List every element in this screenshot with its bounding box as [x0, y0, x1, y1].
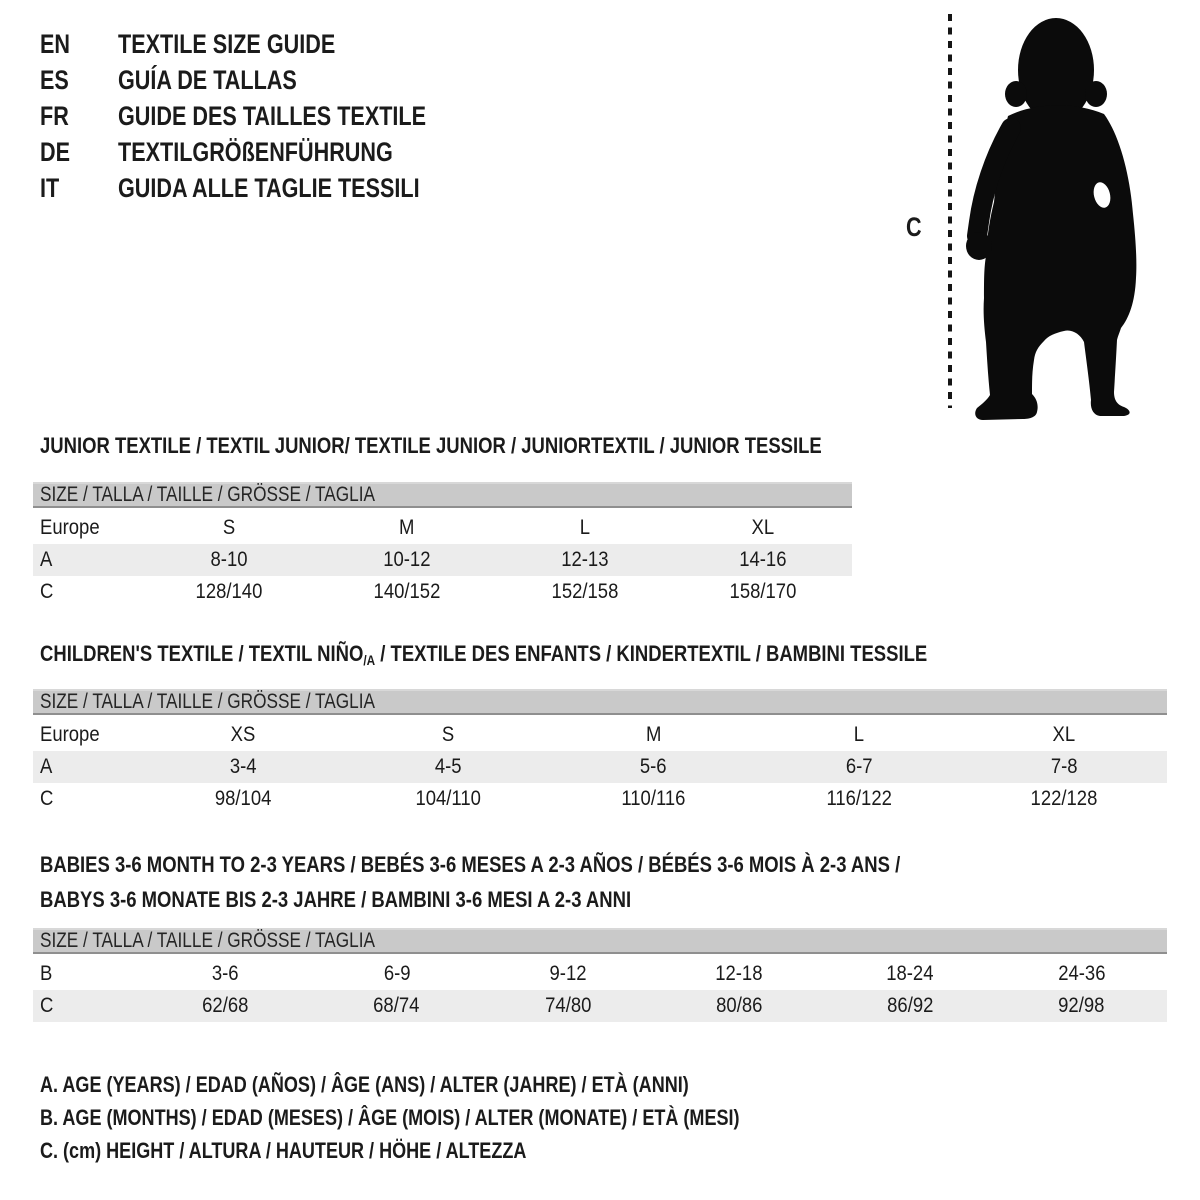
size-cell: 122/128	[1030, 787, 1098, 810]
table-row-height	[33, 990, 1167, 1022]
language-title: GUÍA DE TALLAS	[118, 64, 297, 95]
size-cell: 8-10	[140, 544, 318, 576]
toddler-body	[966, 18, 1136, 420]
size-cell: L	[853, 723, 865, 746]
table-row-age	[33, 751, 1167, 783]
babies-size-table	[33, 928, 1167, 1022]
language-code: FR	[40, 100, 69, 131]
size-cell: 12-18	[715, 962, 763, 985]
size-cell: 12-13	[496, 544, 674, 576]
size-cell: 68/74	[311, 990, 482, 1022]
size-cell: M	[399, 516, 415, 539]
row-label: Europe	[40, 723, 100, 746]
size-cell: 80/86	[653, 990, 824, 1022]
size-cell: 62/68	[140, 990, 311, 1022]
language-title: GUIDE DES TAILLES TEXTILE	[118, 100, 427, 131]
size-cell: 5-6	[551, 751, 756, 783]
size-header-label: SIZE / TALLA / TAILLE / GRÖSSE / TAGLIA	[40, 929, 375, 952]
children-section-title: CHILDREN'S TEXTILE / TEXTIL $NIÑO_{/A}$ / TEXTILE DES ENFANTS / KINDERTEXTIL / BAMBINI TESSILE	[40, 641, 928, 668]
height-measure-label: C	[906, 212, 922, 242]
language-row	[40, 98, 503, 134]
table-row-height	[33, 783, 1167, 815]
size-cell: 104/110	[415, 787, 481, 810]
size-cell: 116/122	[826, 787, 892, 810]
size-cell: 74/80	[482, 990, 653, 1022]
junior-size-table	[33, 482, 852, 608]
size-cell: 7-8	[962, 751, 1167, 783]
language-title: GUIDA ALLE TAGLIE TESSILI	[118, 172, 420, 203]
table-row-europe	[33, 512, 852, 544]
size-cell: 86/92	[825, 990, 996, 1022]
size-cell: XS	[230, 723, 256, 746]
size-header-bar	[33, 928, 1167, 954]
size-cell: M	[645, 723, 662, 746]
language-code: IT	[40, 172, 60, 203]
size-cell: 10-12	[318, 544, 496, 576]
size-cell: 3-4	[140, 751, 345, 783]
language-row	[40, 134, 503, 170]
legend-line-a: A. AGE (YEARS) / EDAD (AÑOS) / ÂGE (ANS) / ALTER (JAHRE) / ETÀ (ANNI)	[40, 1072, 689, 1097]
row-label: A	[33, 544, 140, 576]
size-cell: 3-6	[212, 962, 239, 985]
language-row	[40, 170, 503, 206]
table-row-age	[33, 544, 852, 576]
size-cell: 110/116	[621, 787, 686, 810]
children-size-table	[33, 689, 1167, 815]
junior-section-title: JUNIOR TEXTILE / TEXTIL JUNIOR/ TEXTILE JUNIOR / JUNIORTEXTIL / JUNIOR TESSILE	[40, 433, 822, 458]
size-cell: 14-16	[674, 544, 852, 576]
language-list	[40, 26, 503, 206]
size-header-bar	[33, 689, 1167, 715]
row-label: C	[40, 787, 54, 810]
language-row	[40, 26, 503, 62]
size-cell: 98/104	[214, 787, 271, 810]
language-title: TEXTILGRÖßENFÜHRUNG	[118, 136, 393, 167]
language-row	[40, 62, 503, 98]
size-cell: 158/170	[729, 580, 797, 603]
size-cell: 9-12	[549, 962, 587, 985]
legend-line-b: B. AGE (MONTHS) / EDAD (MESES) / ÂGE (MOIS) / ALTER (MONATE) / ETÀ (MESI)	[40, 1105, 740, 1130]
babies-title-line1: BABIES 3-6 MONTH TO 2-3 YEARS / BEBÉS 3-6 MESES A 2-3 AÑOS / BÉBÉS 3-6 MOIS À 2-3 ANS /	[40, 852, 901, 877]
size-header-bar	[33, 482, 852, 508]
language-code: EN	[40, 28, 71, 59]
size-cell: 6-9	[383, 962, 411, 985]
row-label: Europe	[40, 516, 100, 539]
size-cell: S	[222, 516, 236, 539]
babies-section-title	[40, 847, 1064, 917]
babies-title-line2: BABYS 3-6 MONATE BIS 2-3 JAHRE / BAMBINI 3-6 MESI A 2-3 ANNI	[40, 887, 632, 912]
size-cell: 140/152	[373, 580, 441, 603]
row-label: A	[33, 751, 140, 783]
size-cell: 128/140	[195, 580, 263, 603]
row-label: C	[40, 580, 54, 603]
table-row-europe	[33, 719, 1167, 751]
row-label: B	[40, 962, 53, 985]
table-row-months	[33, 958, 1167, 990]
size-cell: XL	[1052, 723, 1076, 746]
size-cell: XL	[751, 516, 775, 539]
size-cell: S	[441, 723, 455, 746]
legend-line-c: C. (cm) HEIGHT / ALTURA / HAUTEUR / HÖHE / ALTEZZA	[40, 1138, 527, 1163]
nino-a-subscript: /A	[363, 652, 376, 668]
size-cell: 18-24	[886, 962, 934, 985]
size-cell: 92/98	[996, 990, 1167, 1022]
size-header-label: SIZE / TALLA / TAILLE / GRÖSSE / TAGLIA	[40, 690, 375, 713]
size-cell: L	[579, 516, 591, 539]
size-cell: 24-36	[1057, 962, 1106, 985]
language-code: ES	[40, 64, 69, 95]
table-row-height	[33, 576, 852, 608]
size-cell: 152/158	[551, 580, 619, 603]
size-cell: 6-7	[756, 751, 961, 783]
measurement-legend	[40, 1068, 893, 1167]
size-cell: 4-5	[345, 751, 550, 783]
language-title: TEXTILE SIZE GUIDE	[118, 28, 336, 59]
size-header-label: SIZE / TALLA / TAILLE / GRÖSSE / TAGLIA	[40, 483, 375, 506]
language-code: DE	[40, 136, 71, 167]
row-label: C	[33, 990, 140, 1022]
